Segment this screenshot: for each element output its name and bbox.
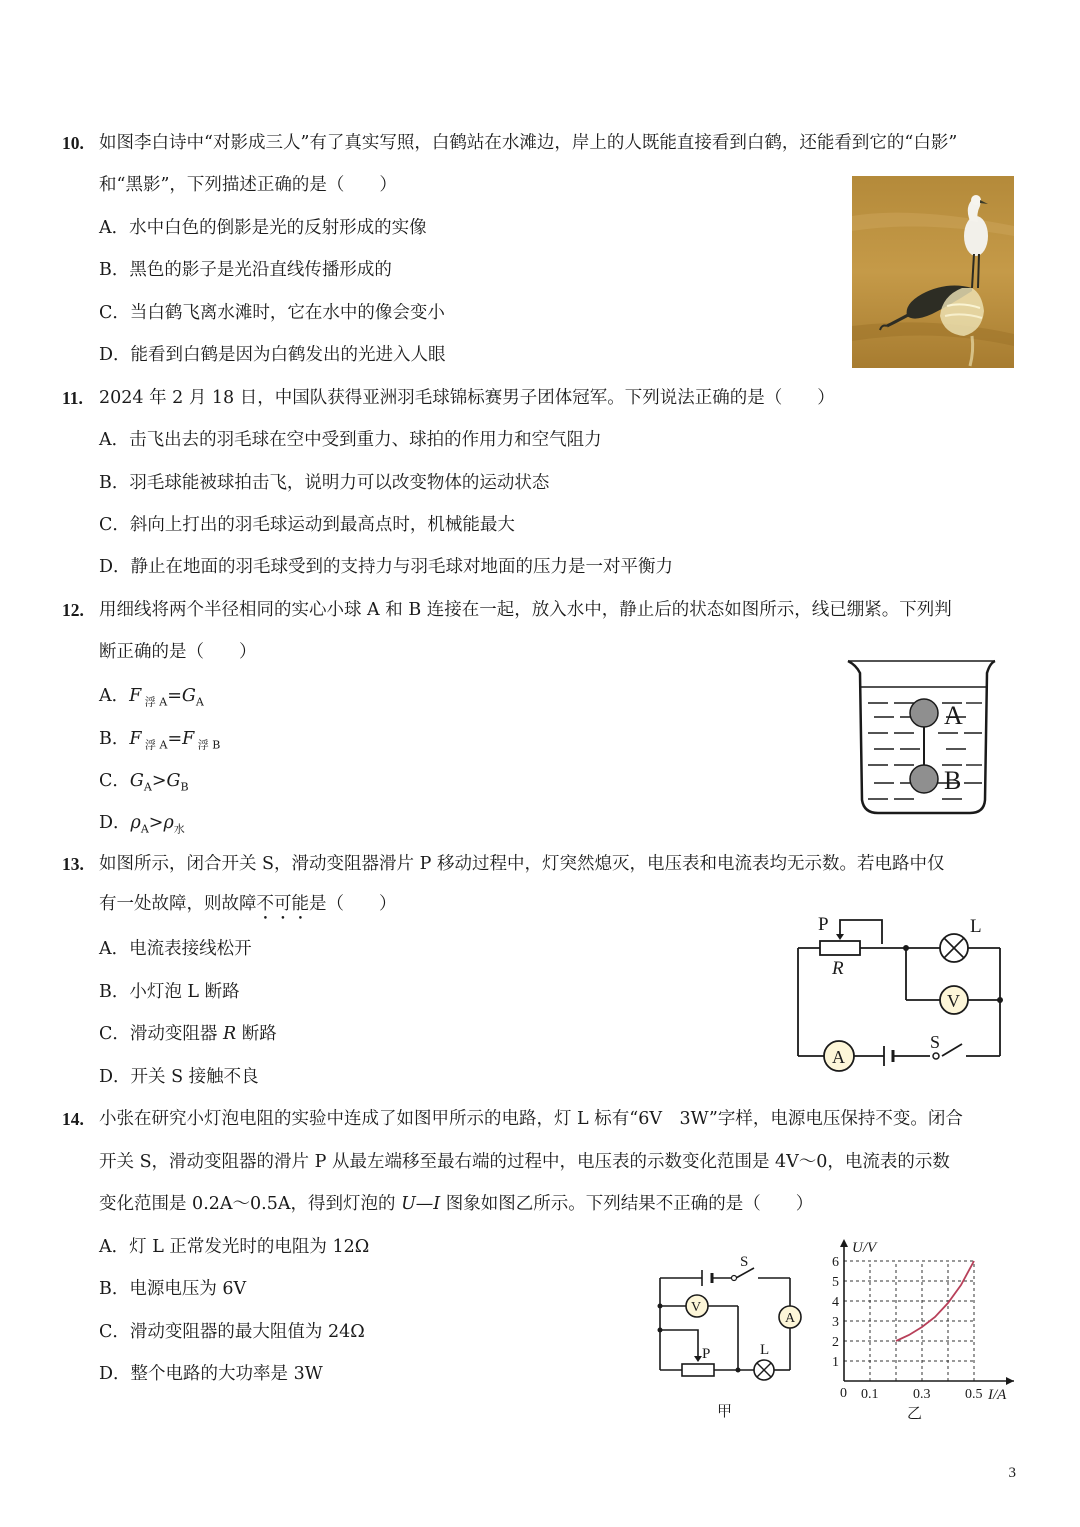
switch-s-label: S bbox=[930, 1032, 941, 1052]
q13-circuit-diagram bbox=[790, 908, 1012, 1078]
q14-option-c: C．滑动变阻器的最大阻值为 24Ω bbox=[99, 1322, 365, 1342]
q11-stem: 2024 年 2 月 18 日，中国队获得亚洲羽毛球锦标赛男子团体冠军。下列说法正确的是（ ） bbox=[99, 388, 835, 408]
q10-option-b: B．黑色的影子是光沿直线传播形成的 bbox=[99, 260, 392, 280]
q12-option-d: D．$\rho_A>\rho_水$ bbox=[99, 813, 185, 836]
emphasis-not-possible: 不可能 bbox=[256, 894, 309, 914]
q13-option-c: C．滑动变阻器 R 断路 bbox=[99, 1024, 277, 1044]
q11-number: 11. bbox=[62, 388, 83, 408]
ui-graph bbox=[830, 1235, 1020, 1405]
q12-number: 12. bbox=[62, 600, 84, 620]
y-tick-label: 5 bbox=[832, 1275, 839, 1290]
ammeter-label: A bbox=[832, 1047, 845, 1067]
ball-b bbox=[910, 765, 938, 793]
y-tick-label: 4 bbox=[832, 1295, 839, 1310]
q12-option-c: C．$G_A>G_B$ bbox=[99, 771, 189, 794]
voltmeter-label: V bbox=[691, 1300, 702, 1315]
figure-yi-caption: 乙 bbox=[907, 1404, 923, 1422]
ball-a bbox=[910, 699, 938, 727]
q13-option-d: D．开关 S 接触不良 bbox=[99, 1067, 259, 1087]
x-tick-label: 0.3 bbox=[913, 1387, 931, 1402]
q12-option-a: A．F $_{浮 A}=G_A$ bbox=[99, 686, 204, 709]
slider-p-label: P bbox=[818, 914, 829, 935]
q11-option-c: C．斜向上打出的羽毛球运动到最高点时，机械能最大 bbox=[99, 515, 515, 535]
q14-stem-line3: 变化范围是 0.2A～0.5A，得到灯泡的 U—I 图象如图乙所示。下列结果不正确的是（ ） bbox=[99, 1194, 814, 1214]
x-axis-arrow bbox=[1006, 1377, 1014, 1385]
q11-option-b: B．羽毛球能被球拍击飞，说明力可以改变物体的运动状态 bbox=[99, 473, 550, 493]
q12-option-b: B．F $_{浮 A}$=F $_{浮 B}$ bbox=[99, 729, 221, 752]
resistor-r-label: R bbox=[832, 958, 844, 979]
q13-option-b: B．小灯泡 L 断路 bbox=[99, 982, 240, 1002]
q14-option-b: B．电源电压为 6V bbox=[99, 1279, 247, 1299]
q11-option-a: A．击飞出去的羽毛球在空中受到重力、球拍的作用力和空气阻力 bbox=[99, 430, 602, 450]
lamp-l-label: L bbox=[760, 1342, 770, 1358]
voltmeter-label: V bbox=[947, 991, 960, 1011]
q13-number: 13. bbox=[62, 854, 84, 874]
q10-stem-line1: 如图李白诗中“对影成三人”有了真实写照，白鹤站在水滩边，岸上的人既能直接看到白鹤，还能看到它的“白影” bbox=[99, 133, 958, 153]
x-tick-label: 0.1 bbox=[861, 1387, 879, 1402]
q14-option-a: A．灯 L 正常发光时的电阻为 12Ω bbox=[99, 1237, 370, 1257]
q10-stem-line2: 和“黑影”，下列描述正确的是（ ） bbox=[99, 175, 397, 195]
origin-label: 0 bbox=[840, 1386, 847, 1401]
q10-option-c: C．当白鹤飞离水滩时，它在水中的像会变小 bbox=[99, 303, 445, 323]
q10-number: 10. bbox=[62, 133, 84, 153]
q10-option-d: D．能看到白鹤是因为白鹤发出的光进入人眼 bbox=[99, 345, 446, 365]
y-tick-label: 3 bbox=[832, 1315, 839, 1330]
ball-b-label: B bbox=[944, 766, 962, 795]
ball-a-label: A bbox=[944, 701, 963, 730]
egret-photo bbox=[852, 176, 1014, 368]
y-tick-label: 2 bbox=[832, 1335, 839, 1350]
y-axis-arrow bbox=[840, 1239, 848, 1247]
q13-stem-line2: 有一处故障，则故障不可能是（ ） bbox=[99, 894, 397, 914]
q14-option-d: D．整个电路的大功率是 3W bbox=[99, 1364, 323, 1384]
x-axis-label: I/A bbox=[988, 1387, 1007, 1403]
y-tick-label: 6 bbox=[832, 1255, 839, 1270]
q13-option-a: A．电流表接线松开 bbox=[99, 939, 252, 959]
y-tick-label: 1 bbox=[832, 1355, 839, 1370]
switch-s-label: S bbox=[740, 1254, 749, 1270]
lamp-l-label: L bbox=[970, 916, 982, 937]
page-number: 3 bbox=[1008, 1465, 1016, 1481]
q11-option-d: D．静止在地面的羽毛球受到的支持力与羽毛球对地面的压力是一对平衡力 bbox=[99, 557, 674, 577]
q12-stem-line1: 用细线将两个半径相同的实心小球 A 和 B 连接在一起，放入水中，静止后的状态如图所示，线已绷紧。下列判 bbox=[99, 600, 952, 620]
q13-stem-line1: 如图所示，闭合开关 S，滑动变阻器滑片 P 移动过程中，灯突然熄灭，电压表和电流表均无示数。若电路中仅 bbox=[99, 854, 945, 874]
x-tick-label: 0.5 bbox=[965, 1387, 983, 1402]
slider-p-label: P bbox=[702, 1346, 711, 1362]
y-axis-label: U/V bbox=[852, 1240, 877, 1256]
figure-jia-caption: 甲 bbox=[717, 1402, 733, 1420]
q12-stem-line2: 断正确的是（ ） bbox=[99, 642, 257, 662]
q14-number: 14. bbox=[62, 1109, 84, 1129]
q10-option-a: A．水中白色的倒影是光的反射形成的实像 bbox=[99, 218, 427, 238]
q14-circuit-jia bbox=[650, 1250, 810, 1385]
beaker-figure bbox=[842, 655, 1002, 820]
q14-stem-line1: 小张在研究小灯泡电阻的实验中连成了如图甲所示的电路，灯 L 标有“6V 3W”字样，电源电压保持不变。闭合 bbox=[99, 1109, 963, 1129]
q14-stem-line2: 开关 S，滑动变阻器的滑片 P 从最左端移至最右端的过程中，电压表的示数变化范围是 4V～0，电流表的示数 bbox=[99, 1152, 950, 1172]
ammeter-label: A bbox=[785, 1311, 796, 1326]
